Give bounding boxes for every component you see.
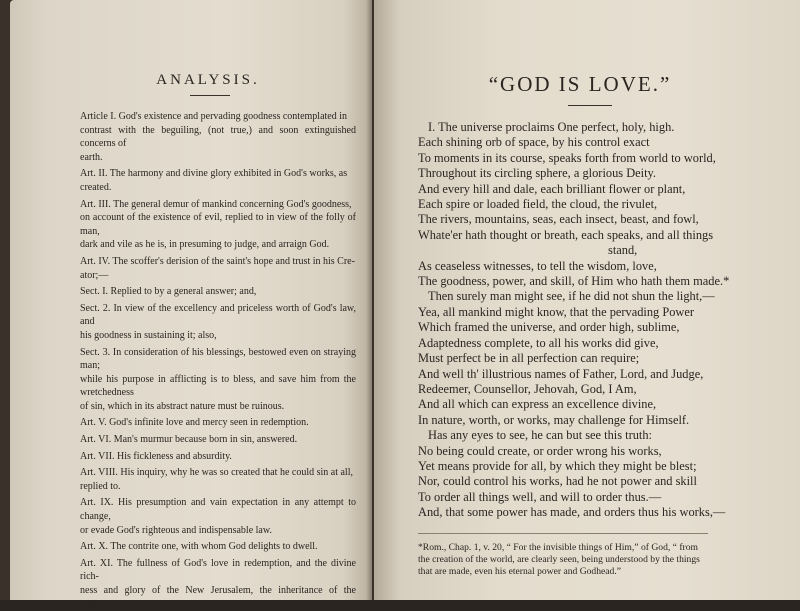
poem-line: No being could create, or order wrong his works,: [418, 443, 662, 458]
poem-line: Each shining orb of space, by his control exact: [418, 135, 650, 150]
poem-line: Whate'er hath thought or breath, each speaks, and all things: [418, 227, 714, 242]
poem-line: stand,: [608, 243, 638, 258]
poem-line: Redeemer, Counsellor, Jehovah, God, I Am,: [418, 381, 637, 396]
analysis-line: Art. IV. The scoffer's derision of the saint's hope and trust in his Cre-: [80, 255, 355, 267]
footnote: [418, 533, 708, 579]
analysis-text: [80, 110, 356, 611]
analysis-line: Art. II. The harmony and divine glory exhibited in God's works, as: [80, 168, 348, 180]
title-rule: [190, 95, 230, 96]
poem-line: And every hill and dale, each brilliant flower or plant,: [418, 181, 686, 196]
analysis-line: while his purpose in afflicting is to bless, and save him from the wretchedness: [80, 373, 356, 399]
poem-line: And well th' illustrious names of Father, Lord, and Judge,: [418, 366, 704, 381]
poem-line: Each spire or loaded field, the cloud, the rivulet,: [418, 197, 658, 212]
analysis-line: replied to.: [80, 480, 121, 492]
analysis-line: on account of the existence of evil, replied to in view of the folly of man,: [80, 212, 356, 237]
analysis-line: Art. III. The general demur of mankind concerning God's goodness,: [80, 198, 352, 210]
poem-line: Which framed the universe, and order high, sublime,: [418, 320, 680, 335]
poem-line: Has any eyes to see, he can but see this truth:: [428, 428, 652, 443]
poem-line: Adaptedness complete, to all his works did give,: [418, 335, 659, 350]
analysis-line: of sin, which in its abstract nature must be ruinous.: [80, 400, 285, 412]
poem-line: As ceaseless witnesses, to tell the wisdom, love,: [418, 258, 657, 273]
poem-line: To moments in its course, speaks forth from world to world,: [418, 150, 716, 165]
analysis-line: ator;—: [80, 269, 109, 281]
analysis-line: Art. VII. His fickleness and absurdity.: [80, 450, 232, 462]
analysis-line: Art. VI. Man's murmur because born in sin, answered.: [80, 434, 298, 446]
analysis-line: contrast with the beguiling, (not true,) and soon extinguished concerns of: [80, 124, 356, 150]
analysis-line: dark and vile as he is, in presuming to judge, and arraign God.: [80, 239, 330, 251]
analysis-line: ness and glory of the New Jerusalem, the inheritance of the redeemed.: [80, 585, 356, 610]
poem-line: Yet means provide for all, by which they might be blest;: [418, 458, 697, 473]
poem-line: Must perfect be in all perfection can require;: [418, 351, 640, 366]
footnote-line: that are made, even his eternal power and Godhead.”: [418, 566, 621, 578]
right-page: [374, 0, 800, 600]
poem-line: The rivers, mountains, seas, each insect, beast, and fowl,: [418, 212, 699, 227]
footnote-line: *Rom., Chap. 1, v. 20, “ For the invisible things of Him,” of God, “ from: [418, 541, 698, 553]
analysis-line: earth.: [80, 151, 103, 163]
analysis-line: created.: [80, 181, 112, 193]
analysis-line: Art. VIII. His inquiry, why he was so created that he could sin at all,: [80, 467, 353, 479]
analysis-line: Article I. God's existence and pervading goodness contemplated in: [80, 111, 348, 122]
poem-line: The goodness, power, and skill, of Him who hath them made.*: [418, 274, 730, 289]
poem-line: Yea, all mankind might know, that the pervading Power: [418, 304, 694, 319]
analysis-line: or evade God's righteous and indispensable law.: [80, 524, 272, 536]
analysis-line: Art. XI. The fullness of God's love in redemption, and the divine rich-: [80, 557, 356, 583]
analysis-line: Art. IX. His presumption and vain expectation in any attempt to change,: [80, 497, 356, 523]
poem-line: Throughout its circling sphere, a glorious Deity.: [418, 166, 657, 181]
poem-line: Then surely man might see, if he did not shun the light,—: [428, 289, 715, 304]
footnote-line: the creation of the world, are clearly seen, being understood by the things: [418, 553, 700, 565]
left-page: [10, 0, 372, 610]
poem-line: To order all things well, and will to order thus.—: [418, 489, 662, 504]
analysis-title: ANALYSIS.: [156, 72, 260, 88]
title-rule: [568, 105, 612, 106]
poem-line: And all which can express an excellence divine,: [418, 397, 657, 412]
analysis-line: his goodness in sustaining it; also,: [80, 329, 217, 341]
poem-title: “GOD IS LOVE.”: [488, 72, 672, 96]
poem-line: In nature, worth, or works, may challenge for Himself.: [418, 412, 690, 427]
analysis-line: Sect. I. Replied to by a general answer; and,: [80, 286, 257, 298]
analysis-line: Sect. 3. In consideration of his blessings, bestowed even on straying man;: [80, 346, 356, 372]
analysis-line: Sect. 2. In view of the excellency and priceless worth of God's law, and: [80, 302, 356, 328]
poem-line: And, that some power has made, and orders thus his works,—: [418, 505, 726, 520]
analysis-line: Art. X. The contrite one, with whom God delights to dwell.: [80, 541, 318, 553]
analysis-line: Art. V. God's infinite love and mercy seen in redemption.: [80, 417, 309, 429]
poem-line: Nor, could control his works, had he not power and skill: [418, 474, 697, 489]
poem-text: [418, 120, 782, 521]
poem-line: I. The universe proclaims One perfect, holy, high.: [428, 120, 675, 134]
